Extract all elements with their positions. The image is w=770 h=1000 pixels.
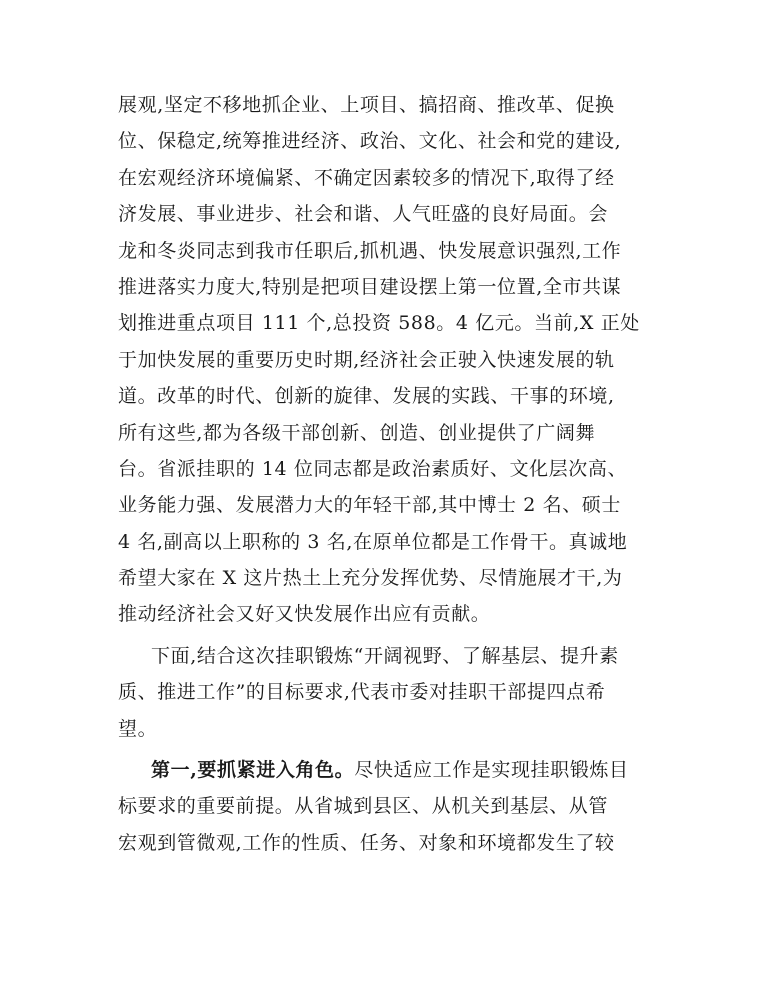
text-line: 龙和冬炎同志到我市任职后,抓机遇、快发展意识强烈,工作 (118, 239, 622, 262)
section-heading: 第一,要抓紧进入角色。 (151, 759, 355, 782)
text-line: 展观,坚定不移地抓企业、上项目、搞招商、推改革、促换 (118, 94, 615, 116)
text-line: 下面,结合这次挂职锻炼“开阔视野、了解基层、提升素 (151, 644, 619, 667)
text-line: 4 名,副高以上职称的 3 名,在原单位都是工作骨干。真诚地 (118, 530, 628, 553)
text-line: 望。 (118, 717, 158, 740)
text-line: 于加快发展的重要历史时期,经济社会正驶入快速发展的轨 (118, 348, 615, 371)
text-line: 所有这些,都为各级干部创新、创造、创业提供了广阔舞 (118, 421, 596, 444)
text-line: 宏观到管微观,工作的性质、任务、对象和环境都发生了较 (118, 831, 615, 854)
text-line (118, 752, 658, 788)
text-line: 质、推进工作”的目标要求,代表市委对挂职干部提四点希 (118, 681, 606, 704)
text-line: 济发展、事业进步、社会和谐、人气旺盛的良好局面。会 (118, 203, 609, 226)
paragraph-1 (118, 87, 658, 633)
text-line: 在宏观经济环境偏紧、不确定因素较多的情况下,取得了经 (118, 166, 615, 189)
text-line: 划推进重点项目 111 个,总投资 588。4 亿元。当前,X 正处 (118, 312, 640, 335)
text-line: 道。改革的时代、创新的旋律、发展的实践、干事的环境, (118, 385, 615, 408)
document-page (118, 87, 658, 861)
paragraph-3 (118, 752, 658, 861)
text-line: 标要求的重要前提。从省城到县区、从机关到基层、从管 (118, 795, 609, 818)
text-run: 尽快适应工作是实现挂职锻炼目 (354, 759, 629, 782)
text-line: 位、保稳定,统筹推进经济、政治、文化、社会和党的建设, (118, 130, 622, 153)
text-line: 业务能力强、发展潜力大的年轻干部,其中博士 2 名、硕士 (118, 494, 622, 517)
text-line: 希望大家在 X 这片热土上充分发挥优势、尽情施展才干,为 (118, 567, 623, 590)
text-line: 台。省派挂职的 14 位同志都是政治素质好、文化层次高、 (118, 457, 628, 480)
paragraph-2 (118, 638, 658, 747)
text-line: 推进落实力度大,特别是把项目建设摆上第一位置,全市共谋 (118, 275, 622, 298)
text-line: 推动经济社会又好又快发展作出应有贡献。 (118, 603, 491, 626)
